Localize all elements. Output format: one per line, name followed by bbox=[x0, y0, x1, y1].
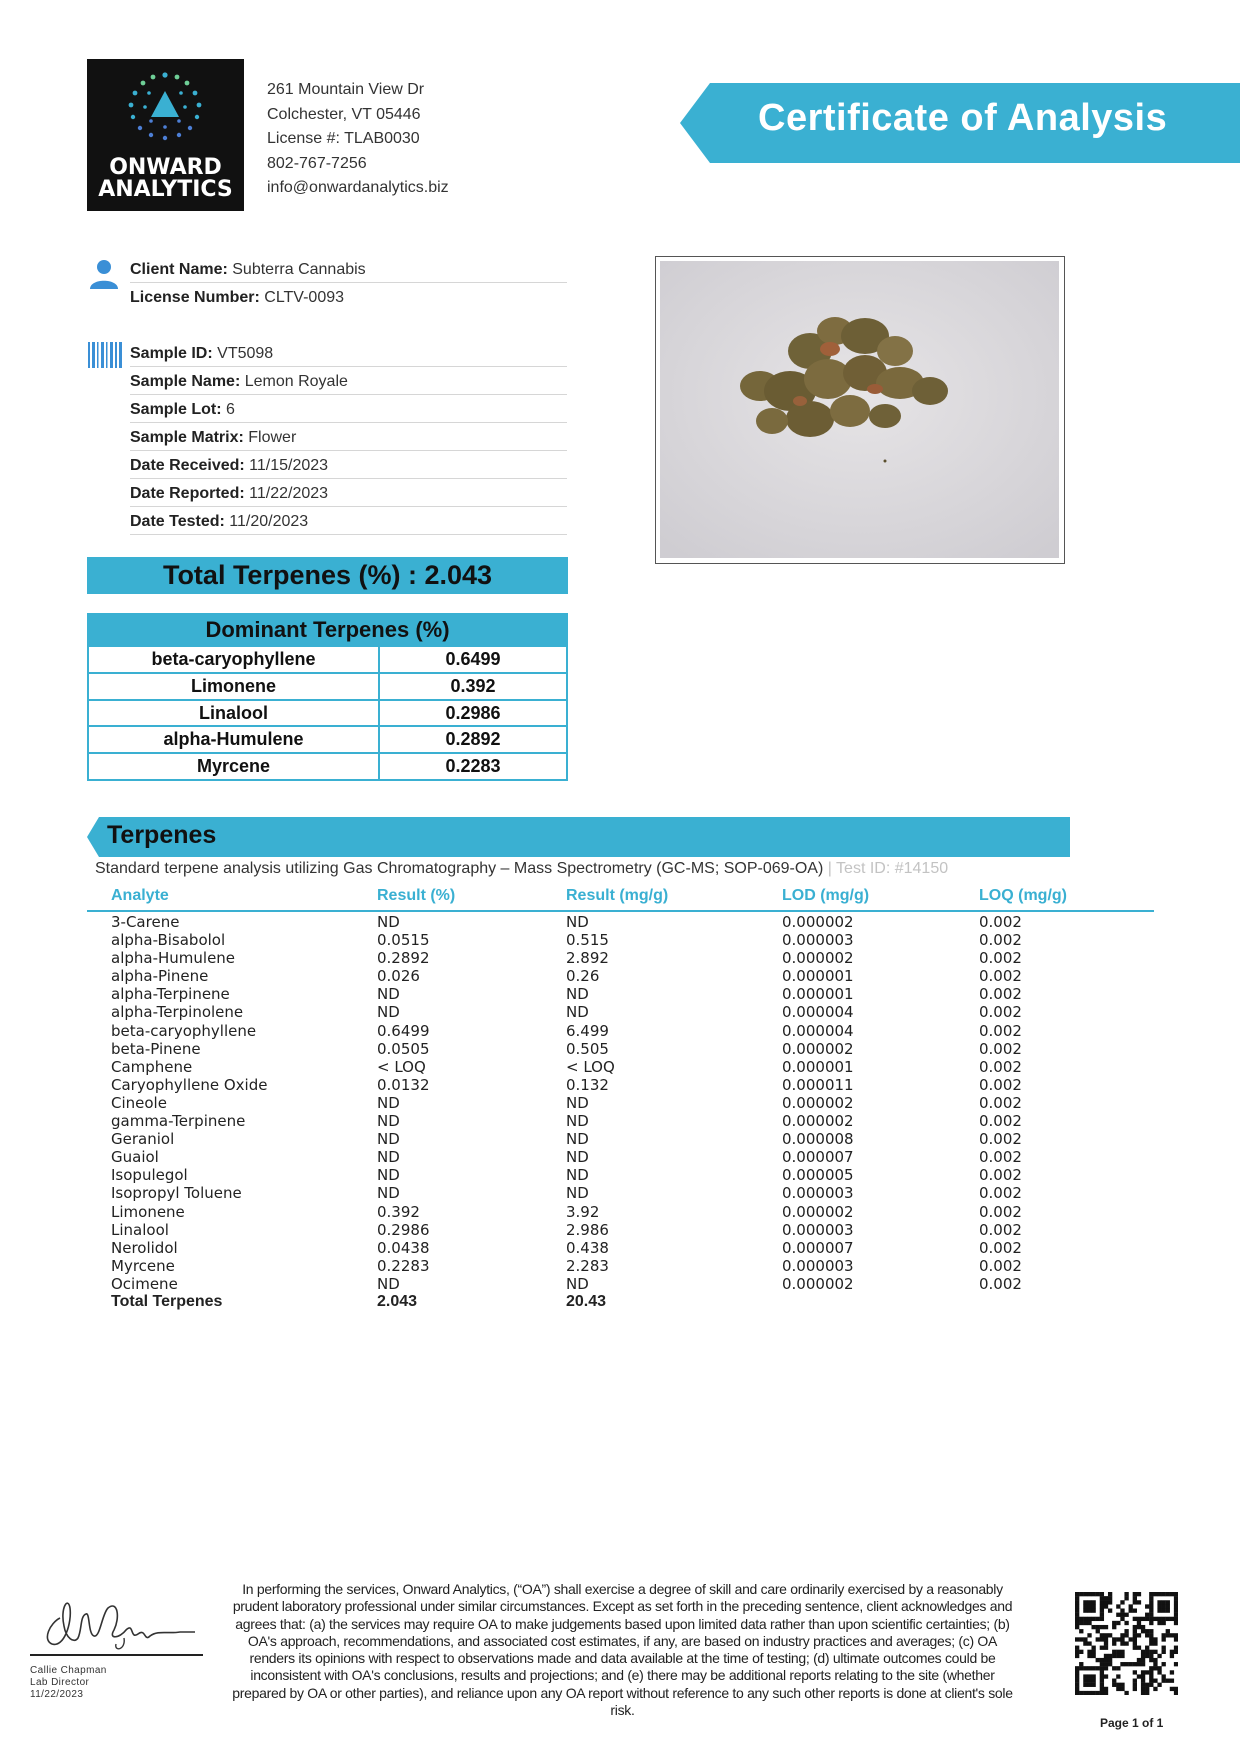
client-name-row bbox=[130, 255, 567, 283]
cell-result-mg: ND bbox=[566, 985, 589, 1004]
cell-loq: 0.002 bbox=[979, 913, 1022, 931]
page-title: Certificate of Analysis bbox=[758, 97, 1168, 139]
cell-loq: 0.002 bbox=[979, 949, 1022, 968]
cell-analyte: Isopropyl Toluene bbox=[111, 1184, 242, 1203]
cell-result-pct: 0.0132 bbox=[377, 1075, 430, 1094]
cell-lod: 0.000002 bbox=[782, 1093, 854, 1112]
cell-analyte: Ocimene bbox=[111, 1274, 178, 1293]
cell-loq: 0.002 bbox=[979, 1130, 1022, 1149]
date-tested-row bbox=[130, 507, 567, 535]
dominant-terpenes-table bbox=[87, 613, 568, 781]
cell-result-mg: ND bbox=[566, 1093, 589, 1112]
cell-loq: 0.002 bbox=[979, 985, 1022, 1004]
sample-matrix-value: Flower bbox=[248, 429, 297, 446]
cell-result-pct: 0.2986 bbox=[377, 1220, 430, 1239]
sample-lot-row bbox=[130, 395, 567, 423]
client-name-label: Client Name: bbox=[130, 261, 228, 278]
cell-analyte: 3-Carene bbox=[111, 913, 180, 931]
cell-loq: 0.002 bbox=[979, 1202, 1022, 1221]
signature-line bbox=[30, 1654, 203, 1656]
cell-lod: 0.000003 bbox=[782, 931, 854, 950]
dominant-row bbox=[89, 645, 566, 672]
cell-result-mg: 0.132 bbox=[566, 1075, 609, 1094]
date-received-value: 11/15/2023 bbox=[249, 457, 329, 474]
legal-disclaimer: In performing the services, Onward Analytics, (“OA”) shall exercise a degree of skill and care ordinarily exercised by a reasonably prudent laboratory professional under similar circumstances. Except as set forth in the preceding sentence, client acknowledges and agrees that: (a) the services may require OA to make judgements based upon limited data rather than upon scientific certainties; (b) OA's approach, recommendations, and associated cost estimates, if any, are based on industry practices and averages; (c) OA renders its opinions with respect to observations made and data available at the time of testing; (d) ultimate outcomes could be inconsistent with OA's conclusions, results and projections; and (e) there may be additional reports relating to the site (whether prepared by OA or other parties), and reliance upon any OA report without reference to any such other reports is done at client's sole risk. bbox=[232, 1581, 1013, 1719]
cell-result-mg: 0.505 bbox=[566, 1039, 609, 1058]
cell-loq: 0.002 bbox=[979, 1021, 1022, 1040]
cell-loq: 0.002 bbox=[979, 1148, 1022, 1167]
cell-result-pct: ND bbox=[377, 1274, 400, 1293]
cell-lod: 0.000003 bbox=[782, 1184, 854, 1203]
cell-result-pct: ND bbox=[377, 1148, 400, 1167]
table-row bbox=[87, 1022, 1154, 1040]
cell-lod: 0.000007 bbox=[782, 1148, 854, 1167]
header-lod: LOD (mg/g) bbox=[782, 887, 870, 904]
table-row bbox=[87, 1221, 1154, 1239]
lab-email[interactable]: info@onwardanalytics.biz bbox=[267, 179, 449, 196]
barcode-icon bbox=[88, 342, 122, 368]
cell-result-pct: ND bbox=[377, 985, 400, 1004]
signer-title: Lab Director bbox=[30, 1677, 90, 1688]
table-row bbox=[87, 1239, 1154, 1257]
client-license-value: CLTV-0093 bbox=[264, 289, 345, 306]
cell-result-mg: ND bbox=[566, 1166, 589, 1185]
cell-lod: 0.000002 bbox=[782, 1274, 854, 1293]
cell-analyte: alpha-Pinene bbox=[111, 967, 209, 986]
sample-name-row bbox=[130, 367, 567, 395]
cell-lod: 0.000007 bbox=[782, 1238, 854, 1257]
table-row bbox=[87, 949, 1154, 967]
table-row bbox=[87, 1275, 1154, 1293]
cell-result-mg: 2.892 bbox=[566, 949, 609, 968]
table-row bbox=[87, 1130, 1154, 1148]
cell-loq: 0.002 bbox=[979, 1003, 1022, 1022]
dominant-name: alpha-Humulene bbox=[89, 727, 380, 752]
cell-result-mg: 0.26 bbox=[566, 967, 600, 986]
logo-text-onward: ONWARD bbox=[109, 155, 222, 180]
cell-lod: 0.000008 bbox=[782, 1130, 854, 1149]
cell-lod: 0.000003 bbox=[782, 1256, 854, 1275]
cell-analyte: Geraniol bbox=[111, 1130, 175, 1149]
title-banner bbox=[680, 83, 1240, 163]
test-id: | Test ID: #14150 bbox=[823, 860, 949, 877]
sample-id-label: Sample ID: bbox=[130, 345, 213, 362]
date-tested-label: Date Tested: bbox=[130, 513, 225, 530]
cell-result-pct: 0.2283 bbox=[377, 1256, 430, 1275]
cell-result-mg: 0.438 bbox=[566, 1238, 609, 1257]
table-row bbox=[87, 1112, 1154, 1130]
date-reported-value: 11/22/2023 bbox=[249, 485, 329, 502]
total-row bbox=[87, 1293, 1154, 1311]
cannabis-flower-image bbox=[660, 261, 1059, 558]
signer-name: Callie Chapman bbox=[30, 1665, 107, 1676]
sample-name-value: Lemon Royale bbox=[244, 373, 348, 390]
dominant-name: beta-caryophyllene bbox=[89, 647, 380, 672]
cell-lod: 0.000002 bbox=[782, 949, 854, 968]
cell-loq: 0.002 bbox=[979, 1057, 1022, 1076]
cell-analyte: Camphene bbox=[111, 1057, 193, 1076]
dominant-value: 0.392 bbox=[450, 675, 496, 696]
cell-lod: 0.000011 bbox=[782, 1075, 854, 1094]
table-row bbox=[87, 985, 1154, 1003]
cell-lod: 0.000001 bbox=[782, 1057, 854, 1076]
sample-photo bbox=[655, 256, 1065, 564]
cell-result-pct: 0.026 bbox=[377, 967, 420, 986]
lab-address: 261 Mountain View Dr bbox=[267, 81, 425, 98]
cell-lod: 0.000002 bbox=[782, 1112, 854, 1131]
dominant-value: 0.2892 bbox=[445, 729, 501, 750]
sample-matrix-row bbox=[130, 423, 567, 451]
method-description bbox=[95, 860, 948, 878]
terpenes-table-header bbox=[87, 885, 1154, 912]
cell-result-pct: ND bbox=[377, 1003, 400, 1022]
cell-analyte: Cineole bbox=[111, 1093, 167, 1112]
table-row bbox=[87, 1166, 1154, 1184]
cell-result-pct: 2.043 bbox=[377, 1292, 418, 1310]
cell-lod: 0.000002 bbox=[782, 1202, 854, 1221]
header-analyte: Analyte bbox=[111, 887, 169, 904]
sample-id-value: VT5098 bbox=[217, 345, 274, 362]
lab-phone: 802-767-7256 bbox=[267, 154, 367, 172]
table-row bbox=[87, 1058, 1154, 1076]
cell-lod: 0.000001 bbox=[782, 985, 854, 1004]
date-received-row bbox=[130, 451, 567, 479]
cell-lod: 0.000004 bbox=[782, 1003, 854, 1022]
cell-result-pct: 0.0515 bbox=[377, 931, 430, 950]
cell-lod: 0.000003 bbox=[782, 1220, 854, 1239]
header-result-pct: Result (%) bbox=[377, 887, 456, 904]
table-row bbox=[87, 1203, 1154, 1221]
cell-result-pct: ND bbox=[377, 913, 400, 931]
dominant-row bbox=[89, 672, 566, 699]
lab-city: Colchester, VT 05446 bbox=[267, 105, 421, 123]
cell-result-mg: ND bbox=[566, 1112, 589, 1131]
logo-mark-icon bbox=[119, 69, 212, 149]
cell-result-mg: < LOQ bbox=[566, 1057, 615, 1076]
cell-analyte: alpha-Bisabolol bbox=[111, 931, 226, 950]
table-row bbox=[87, 1257, 1154, 1275]
cell-loq: 0.002 bbox=[979, 1238, 1022, 1257]
cell-analyte: Total Terpenes bbox=[111, 1292, 223, 1310]
header-result-mg: Result (mg/g) bbox=[566, 887, 669, 904]
cell-loq: 0.002 bbox=[979, 1256, 1022, 1275]
dominant-value: 0.2986 bbox=[445, 702, 501, 723]
cell-lod: 0.000005 bbox=[782, 1166, 854, 1185]
cell-analyte: Caryophyllene Oxide bbox=[111, 1075, 268, 1094]
signer-date: 11/22/2023 bbox=[30, 1689, 84, 1700]
table-row bbox=[87, 913, 1154, 931]
method-text: Standard terpene analysis utilizing Gas Chromatography – Mass Spectrometry (GC-MS; SOP-069-OA) bbox=[95, 860, 824, 877]
cell-result-pct: 0.2892 bbox=[377, 949, 430, 968]
page-number: Page 1 of 1 bbox=[1100, 1716, 1164, 1730]
cell-result-mg: ND bbox=[566, 1274, 589, 1293]
total-terpenes-bar: Total Terpenes (%) : 2.043 bbox=[87, 557, 568, 594]
cell-analyte: beta-caryophyllene bbox=[111, 1021, 257, 1040]
cell-result-pct: 0.0505 bbox=[377, 1039, 430, 1058]
cell-analyte: gamma-Terpinene bbox=[111, 1112, 246, 1131]
cell-loq: 0.002 bbox=[979, 1093, 1022, 1112]
cell-analyte: Isopulegol bbox=[111, 1166, 188, 1185]
cell-lod: 0.000002 bbox=[782, 1039, 854, 1058]
client-license-label: License Number: bbox=[130, 289, 260, 306]
cell-loq: 0.002 bbox=[979, 1220, 1022, 1239]
cell-loq: 0.002 bbox=[979, 1039, 1022, 1058]
table-row bbox=[87, 1003, 1154, 1021]
cell-result-mg: 2.283 bbox=[566, 1256, 609, 1275]
cell-result-pct: ND bbox=[377, 1166, 400, 1185]
cell-result-mg: 6.499 bbox=[566, 1021, 609, 1040]
cell-analyte: alpha-Terpinene bbox=[111, 985, 230, 1004]
cell-loq: 0.002 bbox=[979, 967, 1022, 986]
signer-block bbox=[30, 1665, 107, 1701]
cell-result-mg: ND bbox=[566, 1148, 589, 1167]
cell-loq: 0.002 bbox=[979, 1075, 1022, 1094]
qr-code-icon[interactable] bbox=[1075, 1592, 1178, 1695]
sample-name-label: Sample Name: bbox=[130, 373, 241, 390]
cell-loq: 0.002 bbox=[979, 1184, 1022, 1203]
sample-id-row bbox=[130, 339, 567, 367]
cell-result-pct: ND bbox=[377, 1130, 400, 1149]
sample-matrix-label: Sample Matrix: bbox=[130, 429, 244, 446]
sample-lot-value: 6 bbox=[226, 401, 235, 418]
cell-result-pct: 0.0438 bbox=[377, 1238, 430, 1257]
table-row bbox=[87, 967, 1154, 985]
cell-loq: 0.002 bbox=[979, 1274, 1022, 1293]
cell-result-pct: 0.392 bbox=[377, 1202, 420, 1221]
header-loq: LOQ (mg/g) bbox=[979, 887, 1067, 904]
client-license-row bbox=[130, 283, 567, 311]
cell-result-mg: 0.515 bbox=[566, 931, 609, 950]
cell-lod: 0.000001 bbox=[782, 967, 854, 986]
terpenes-section-banner bbox=[87, 817, 1070, 857]
cell-analyte: Myrcene bbox=[111, 1256, 175, 1275]
company-logo bbox=[87, 59, 244, 211]
cell-result-pct: 0.6499 bbox=[377, 1021, 430, 1040]
cell-analyte: Linalool bbox=[111, 1220, 169, 1239]
dominant-row bbox=[89, 725, 566, 752]
client-name-value: Subterra Cannabis bbox=[232, 261, 366, 278]
cell-loq: 0.002 bbox=[979, 1112, 1022, 1131]
dominant-row bbox=[89, 699, 566, 726]
cell-result-pct: < LOQ bbox=[377, 1057, 426, 1076]
terpenes-section-title: Terpenes bbox=[107, 821, 217, 849]
cell-result-mg: ND bbox=[566, 1003, 589, 1022]
terpenes-table-body bbox=[87, 913, 1154, 1311]
dominant-name: Linalool bbox=[89, 701, 380, 726]
table-row bbox=[87, 1076, 1154, 1094]
cell-analyte: Nerolidol bbox=[111, 1238, 178, 1257]
dominant-terpenes-title: Dominant Terpenes (%) bbox=[89, 615, 566, 645]
cell-result-mg: ND bbox=[566, 1130, 589, 1149]
lab-license: License #: TLAB0030 bbox=[267, 130, 420, 147]
table-row bbox=[87, 1184, 1154, 1202]
table-row bbox=[87, 1148, 1154, 1166]
cell-lod: 0.000002 bbox=[782, 913, 854, 931]
dominant-row bbox=[89, 752, 566, 779]
signature-image bbox=[30, 1578, 205, 1658]
table-row bbox=[87, 931, 1154, 949]
date-reported-label: Date Reported: bbox=[130, 485, 245, 502]
lab-contact-block bbox=[267, 78, 449, 201]
cell-result-mg: 20.43 bbox=[566, 1292, 607, 1310]
cell-result-pct: ND bbox=[377, 1093, 400, 1112]
cell-analyte: beta-Pinene bbox=[111, 1039, 201, 1058]
cell-result-pct: ND bbox=[377, 1184, 400, 1203]
date-reported-row bbox=[130, 479, 567, 507]
cell-result-mg: 3.92 bbox=[566, 1202, 600, 1221]
table-row bbox=[87, 1094, 1154, 1112]
cell-loq: 0.002 bbox=[979, 1166, 1022, 1185]
dominant-value: 0.2283 bbox=[445, 756, 501, 777]
dominant-name: Limonene bbox=[89, 674, 380, 699]
cell-result-mg: 2.986 bbox=[566, 1220, 609, 1239]
cell-analyte: Guaiol bbox=[111, 1148, 159, 1167]
cell-result-mg: ND bbox=[566, 913, 589, 931]
cell-analyte: alpha-Humulene bbox=[111, 949, 236, 968]
cell-result-pct: ND bbox=[377, 1112, 400, 1131]
cell-analyte: alpha-Terpinolene bbox=[111, 1003, 244, 1022]
cell-lod: 0.000004 bbox=[782, 1021, 854, 1040]
cell-analyte: Limonene bbox=[111, 1202, 185, 1221]
date-tested-value: 11/20/2023 bbox=[229, 513, 309, 530]
dominant-value: 0.6499 bbox=[445, 649, 501, 669]
logo-text-analytics: ANALYTICS bbox=[98, 177, 233, 202]
table-row bbox=[87, 1040, 1154, 1058]
cell-result-mg: ND bbox=[566, 1184, 589, 1203]
sample-lot-label: Sample Lot: bbox=[130, 401, 222, 418]
date-received-label: Date Received: bbox=[130, 457, 245, 474]
terpenes-banner-shape bbox=[87, 817, 1070, 857]
cell-loq: 0.002 bbox=[979, 931, 1022, 950]
dominant-name: Myrcene bbox=[89, 754, 380, 779]
client-person-icon bbox=[88, 258, 120, 290]
